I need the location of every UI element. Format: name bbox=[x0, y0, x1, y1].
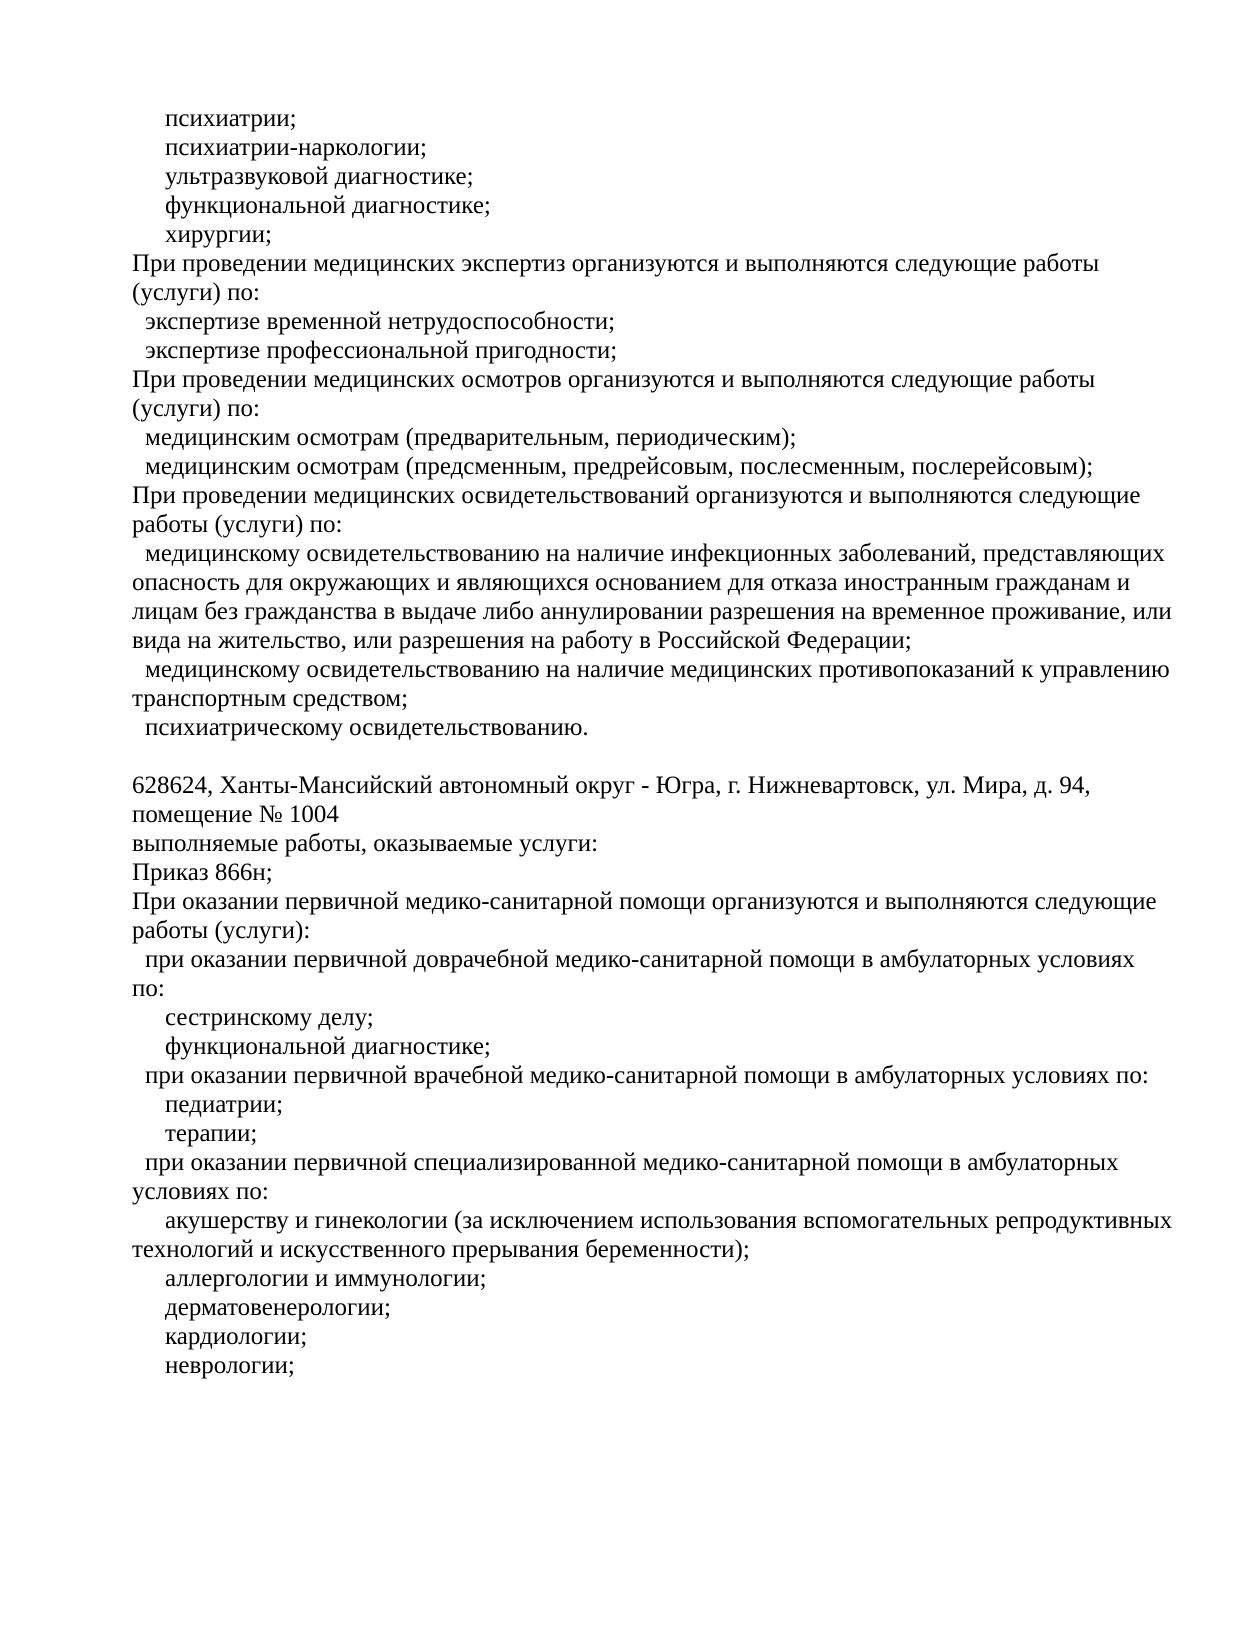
blank-line bbox=[132, 742, 1200, 771]
text-line: работы (услуги) по: bbox=[132, 511, 343, 538]
paragraph bbox=[132, 162, 1200, 191]
paragraph bbox=[132, 220, 1200, 249]
paragraph bbox=[132, 1148, 1200, 1206]
text-line: технологий и искусственного прерывания беременности); bbox=[132, 1236, 750, 1263]
text-line: по: bbox=[132, 975, 165, 1002]
text-line: аллергологии и иммунологии; bbox=[165, 1265, 487, 1292]
paragraph bbox=[132, 336, 1200, 365]
paragraph bbox=[132, 1032, 1200, 1061]
paragraph bbox=[132, 481, 1200, 539]
paragraph bbox=[132, 133, 1200, 162]
text-line: (услуги) по: bbox=[132, 279, 260, 306]
text-line: функциональной диагностике; bbox=[165, 1033, 491, 1060]
text-line: 628624, Ханты-Мансийский автономный округ - Югра, г. Нижневартовск, ул. Мира, д. 94, bbox=[132, 772, 1091, 799]
text-line: помещение № 1004 bbox=[132, 801, 339, 828]
text-line: (услуги) по: bbox=[132, 395, 260, 422]
text-line: условиях по: bbox=[132, 1178, 269, 1205]
paragraph bbox=[132, 945, 1200, 1003]
text-line: медицинским осмотрам (предварительным, периодическим); bbox=[145, 424, 797, 451]
paragraph bbox=[132, 829, 1200, 858]
paragraph bbox=[132, 1293, 1200, 1322]
text-line: выполняемые работы, оказываемые услуги: bbox=[132, 830, 599, 857]
paragraph bbox=[132, 307, 1200, 336]
text-line: при оказании первичной доврачебной медико-санитарной помощи в амбулаторных условиях bbox=[145, 946, 1135, 973]
text-line: вида на жительство, или разрешения на работу в Российской Федерации; bbox=[132, 627, 912, 654]
text-line: педиатрии; bbox=[165, 1091, 284, 1118]
paragraph bbox=[132, 887, 1200, 945]
paragraph bbox=[132, 1119, 1200, 1148]
text-line: экспертизе профессиональной пригодности; bbox=[145, 337, 618, 364]
text-line: акушерству и гинекологии (за исключением использования вспомогательных репродуктивных bbox=[165, 1207, 1173, 1234]
paragraph bbox=[132, 104, 1200, 133]
text-line: опасность для окружающих и являющихся основанием для отказа иностранным гражданам и bbox=[132, 569, 1131, 596]
paragraph bbox=[132, 249, 1200, 307]
paragraph bbox=[132, 423, 1200, 452]
paragraph bbox=[132, 1003, 1200, 1032]
text-line: Приказ 866н; bbox=[132, 859, 273, 886]
text-line: психиатрии-наркологии; bbox=[165, 134, 427, 161]
paragraph bbox=[132, 1322, 1200, 1351]
document-body bbox=[132, 104, 1200, 1380]
text-line: при оказании первичной специализированной медико-санитарной помощи в амбулаторных bbox=[145, 1149, 1119, 1176]
text-line: При оказании первичной медико-санитарной помощи организуются и выполняются следующие bbox=[132, 888, 1157, 915]
text-line: медицинским осмотрам (предсменным, предрейсовым, послесменным, послерейсовым); bbox=[145, 453, 1094, 480]
text-line: психиатрическому освидетельствованию. bbox=[145, 714, 589, 741]
paragraph bbox=[132, 1264, 1200, 1293]
text-line: психиатрии; bbox=[165, 105, 297, 132]
text-line: работы (услуги): bbox=[132, 917, 311, 944]
paragraph bbox=[132, 858, 1200, 887]
text-line: дерматовенерологии; bbox=[165, 1294, 391, 1321]
paragraph bbox=[132, 713, 1200, 742]
text-line: При проведении медицинских экспертиз организуются и выполняются следующие работы bbox=[132, 250, 1100, 277]
paragraph bbox=[132, 539, 1200, 655]
text-line: при оказании первичной врачебной медико-санитарной помощи в амбулаторных условиях по: bbox=[145, 1062, 1149, 1089]
paragraph bbox=[132, 1206, 1200, 1264]
paragraph bbox=[132, 191, 1200, 220]
text-line: кардиологии; bbox=[165, 1323, 308, 1350]
text-line: функциональной диагностике; bbox=[165, 192, 491, 219]
paragraph bbox=[132, 771, 1200, 829]
text-line: хирургии; bbox=[165, 221, 273, 248]
text-line: лицам без гражданства в выдаче либо аннулировании разрешения на временное проживание, или bbox=[132, 598, 1172, 625]
paragraph bbox=[132, 1090, 1200, 1119]
paragraph bbox=[132, 452, 1200, 481]
paragraph bbox=[132, 655, 1200, 713]
text-line: ультразвуковой диагностике; bbox=[165, 163, 474, 190]
text-line: неврологии; bbox=[165, 1352, 295, 1379]
text-line: медицинскому освидетельствованию на наличие инфекционных заболеваний, представляющих bbox=[145, 540, 1165, 567]
text-line: медицинскому освидетельствованию на наличие медицинских противопоказаний к управлению bbox=[145, 656, 1170, 683]
text-line: экспертизе временной нетрудоспособности; bbox=[145, 308, 616, 335]
text-line: При проведении медицинских освидетельствований организуются и выполняются следующие bbox=[132, 482, 1141, 509]
paragraph bbox=[132, 365, 1200, 423]
text-line: сестринскому делу; bbox=[165, 1004, 374, 1031]
text-line: При проведении медицинских осмотров организуются и выполняются следующие работы bbox=[132, 366, 1096, 393]
text-line: терапии; bbox=[165, 1120, 258, 1147]
text-line: транспортным средством; bbox=[132, 685, 409, 712]
paragraph bbox=[132, 1061, 1200, 1090]
paragraph bbox=[132, 1351, 1200, 1380]
